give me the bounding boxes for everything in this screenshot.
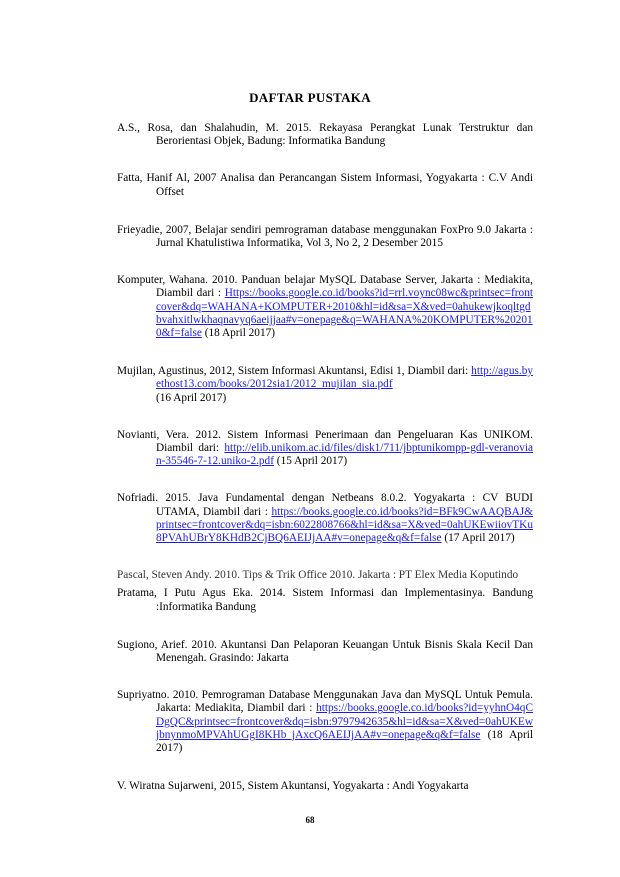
reference-entry <box>117 224 533 250</box>
reference-entry <box>117 122 533 148</box>
reference-link[interactable]: http://elib.unikom.ac.id/files/disk1/711/jbptunikompp-gdl-veranovian-35546-7-12.uniko-2.pdf <box>156 442 533 468</box>
reference-text: Nofriadi. 2015. Java Fundamental dengan Netbeans 8.0.2. Yogyakarta : CV BUDI UTAMA, Diambil dari : <box>117 492 533 518</box>
reference-text: Mujilan, Agustinus, 2012, Sistem Informasi Akuntansi, Edisi 1, Diambil dari: <box>117 365 472 378</box>
reference-entry <box>117 780 533 793</box>
reference-entry <box>117 274 533 340</box>
reference-entry <box>117 689 533 755</box>
page-title: DAFTAR PUSTAKA <box>249 90 371 105</box>
reference-date: (18 April 2017) <box>201 327 276 340</box>
reference-entry <box>117 492 533 545</box>
reference-text: Sugiono, Arief. 2010. Akuntansi Dan Pelaporan Keuangan Untuk Bisnis Skala Kecil Dan Menengah. Grasindo: Jakarta <box>117 638 533 665</box>
reference-entry <box>117 587 533 613</box>
reference-entry <box>117 365 533 405</box>
reference-date: (17 April 2017) <box>441 532 515 545</box>
reference-link[interactable]: Https://books.google.co.id/books?id=rrl.voync08wc&printsec=frontcover&dq=WAHANA+KOMPUTER+2010&hl=id&sa=X&ved=0ahukewjkoqltgdbvahxitlwkhaqnavyq6aeijjaa#v=onepage&q=WAHANA%20KOMPUTER%202010&f=false <box>156 287 533 340</box>
reference-date: (18 April 2017) <box>156 728 533 755</box>
reference-entry <box>117 639 533 665</box>
reference-text: A.S., Rosa, dan Shalahudin, M. 2015. Rekayasa Perangkat Lunak Terstruktur dan Berorientasi Objek, Badung: Informatika Bandung <box>117 122 533 148</box>
reference-entry <box>117 429 533 469</box>
reference-entry <box>117 569 533 582</box>
reference-text: Frieyadie, 2007, Belajar sendiri pemrograman database menggunakan FoxPro 9.0 Jakarta : Jurnal Khatulistiwa Informatika, Vol 3, No 2, 2 Desember 2015 <box>117 223 533 250</box>
reference-link[interactable]: https://books.google.co.id/books?id=BFk9CwAAQBAJ&printsec=frontcover&dq=isbn:6022808766&hl=id&sa=X&ved=0ahUKEwiiovTKu8PVAhUBrY8KHdB2CjBQ6AEIJjAA#v=onepage&q&f=false <box>156 505 533 545</box>
reference-text: Supriyatno. 2010. Pemrograman Database Menggunakan Java dan MySQL Untuk Pemula. Jakarta: Mediakita, Diambil dari : <box>117 689 533 715</box>
reference-link[interactable]: http://agus.byethost13.com/books/2012sia1/2012_mujilan_sia.pdf <box>156 365 533 391</box>
reference-text: Pascal, Steven Andy. 2010. Tips & Trik Office 2010. Jakarta : PT Elex Media Koputindo <box>117 569 519 582</box>
reference-text: Komputer, Wahana. 2010. Panduan belajar MySQL Database Server, Jakarta : Mediakita, Diambil dari : <box>117 274 533 300</box>
page-number: 68 <box>305 815 315 825</box>
reference-link[interactable]: https://books.google.co.id/books?id=yyhnO4qCDgQC&printsec=frontcover&dq=isbn:9797942635&hl=id&sa=X&ved=0ahUKEwjbnynmoMPVAhUGgI8KHb_jAxcQ6AEIJjAA#v=onepage&q&f=false <box>156 702 533 741</box>
reference-text: Pratama, I Putu Agus Eka. 2014. Sistem Informasi dan Implementasinya. Bandung :Informatika Bandung <box>117 587 533 613</box>
reference-date: (16 April 2017) <box>156 391 227 404</box>
reference-text: V. Wiratna Sujarweni, 2015, Sistem Akuntansi, Yogyakarta : Andi Yogyakarta <box>117 780 469 793</box>
reference-date: (15 April 2017) <box>273 455 348 468</box>
reference-text: Novianti, Vera. 2012. Sistem Informasi Penerimaan dan Pengeluaran Kas UNIKOM. Diambil dari: <box>117 428 533 455</box>
reference-list <box>117 122 533 794</box>
reference-text: Fatta, Hanif Al, 2007 Analisa dan Perancangan Sistem Informasi, Yogyakarta : C.V Andi Offset <box>117 172 533 198</box>
reference-entry <box>117 172 533 198</box>
